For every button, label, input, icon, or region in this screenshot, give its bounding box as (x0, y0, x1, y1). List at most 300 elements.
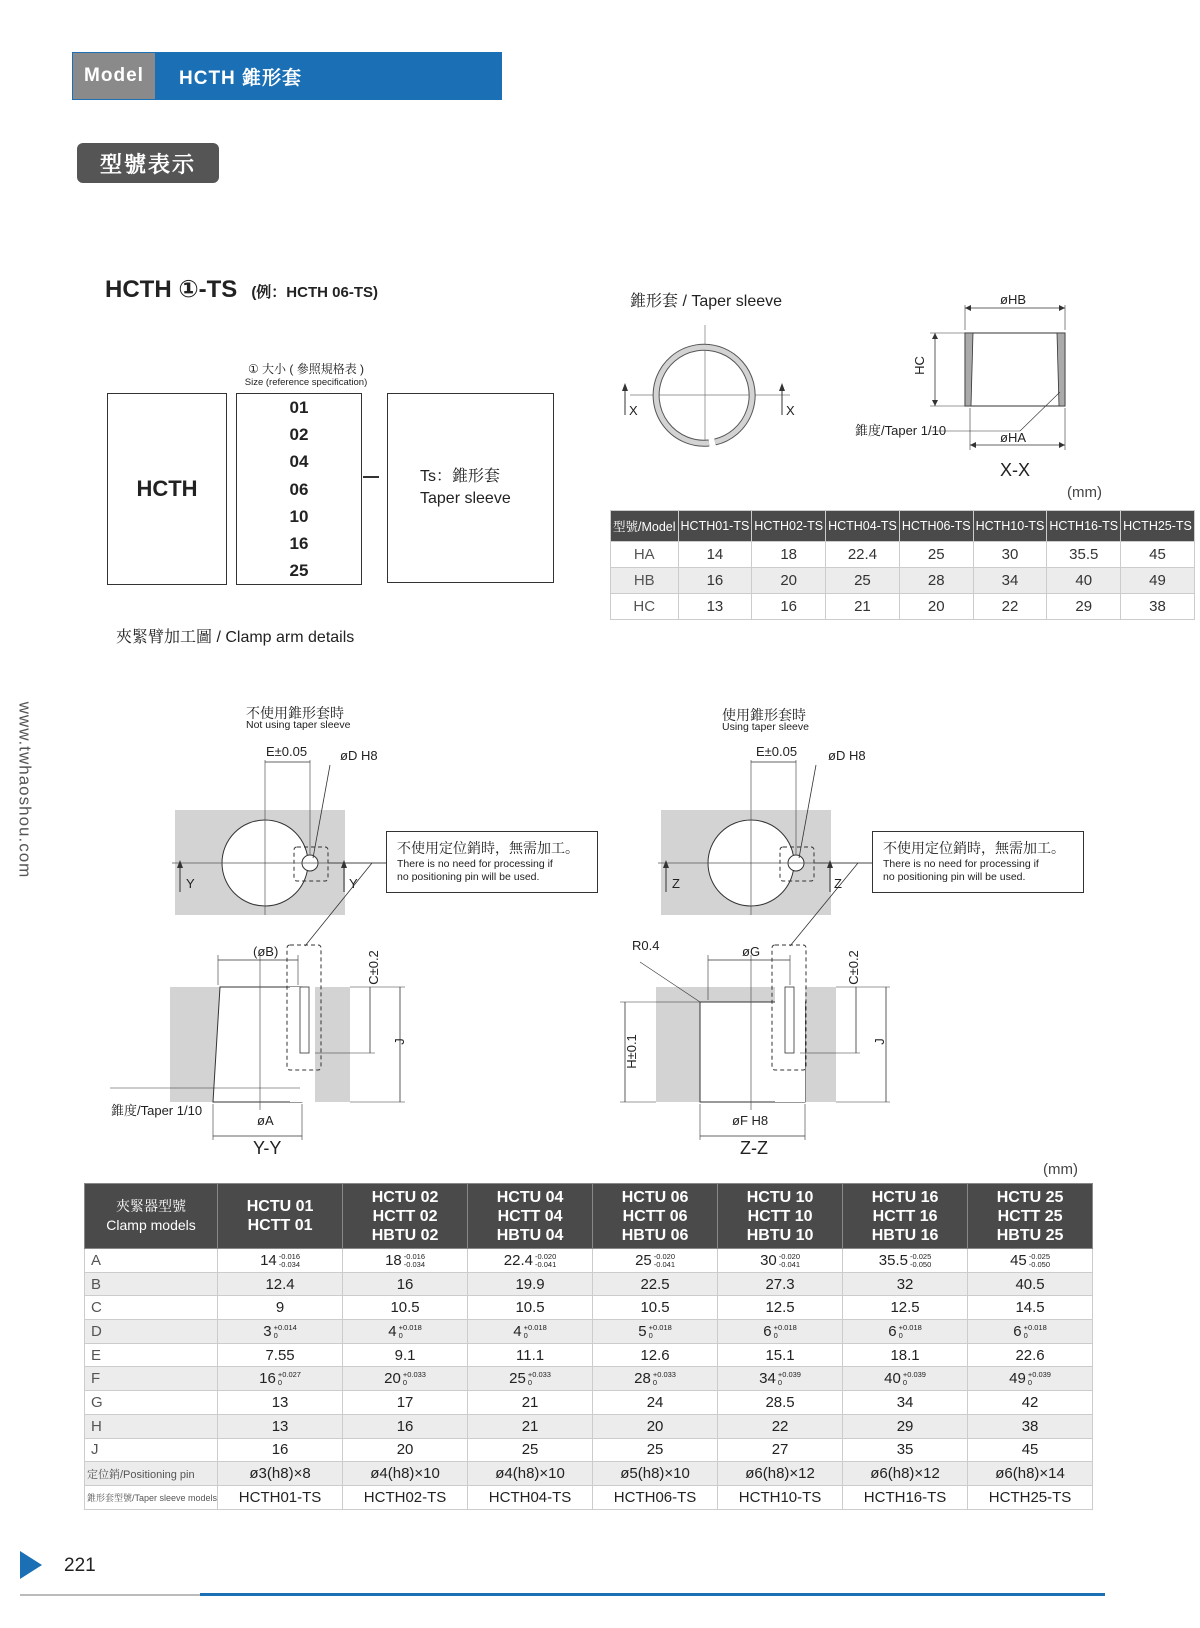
table-cell (343, 1485, 468, 1509)
tolerance (404, 1253, 425, 1269)
table-cell (718, 1414, 843, 1438)
tolerance-upper: +0.018 (648, 1322, 672, 1332)
left-dim-j: J (391, 1038, 407, 1045)
table-cell: HA (611, 542, 679, 568)
table-cell (343, 1343, 468, 1367)
table-row (85, 1462, 1093, 1486)
table-row (85, 1367, 1093, 1391)
table-cell (593, 1343, 718, 1367)
size-label (226, 360, 386, 388)
table-cell (843, 1438, 968, 1462)
table-cell (843, 1485, 968, 1509)
table-cell (468, 1296, 593, 1320)
table-header-cell: HCTH02-TS (752, 511, 826, 542)
side-url-text: www.twhaoshou.com (15, 701, 34, 879)
tolerance-lower: -0.041 (653, 1259, 676, 1269)
table-cell (343, 1462, 468, 1486)
table-cell: 22.4 (826, 542, 900, 568)
table-cell (718, 1367, 843, 1391)
table-cell (218, 1414, 343, 1438)
table-cell (718, 1320, 843, 1344)
table-cell (218, 1343, 343, 1367)
table-cell (718, 1438, 843, 1462)
table-cell (218, 1367, 343, 1391)
spec-col-header (843, 1184, 968, 1249)
tolerance (654, 1253, 675, 1269)
table-cell (593, 1438, 718, 1462)
table-cell (593, 1367, 718, 1391)
table-cell (343, 1296, 468, 1320)
cell-value: 14.5 (1015, 1299, 1045, 1317)
col-model: HCTT 06 (622, 1207, 688, 1225)
table-row (85, 1249, 1093, 1273)
col-model: HCTU 16 (871, 1188, 939, 1206)
table-cell (218, 1438, 343, 1462)
cell-value: 4 (513, 1322, 522, 1340)
cell-value: 14 (260, 1251, 277, 1269)
cell-value: 22.4 (503, 1251, 533, 1269)
tolerance-upper: +0.014 (273, 1322, 297, 1332)
table-cell: 16 (678, 568, 752, 594)
table-cell: 35.5 (1047, 542, 1121, 568)
tolerance-upper: +0.018 (773, 1322, 797, 1332)
taper-sleeve-ring-drawing (610, 315, 810, 455)
table-cell (843, 1367, 968, 1391)
spec-col-header (468, 1184, 593, 1249)
col-model: HCTU 04 (496, 1188, 564, 1206)
cell-value: 21 (521, 1393, 539, 1411)
tolerance-lower: 0 (527, 1378, 532, 1388)
size-option: 25 (289, 561, 309, 581)
page-header (72, 52, 502, 100)
cell-value: 6 (888, 1322, 897, 1340)
table-cell (843, 1343, 968, 1367)
tolerance-lower: 0 (402, 1378, 407, 1388)
tolerance-lower: 0 (652, 1378, 657, 1388)
tolerance-lower: 0 (1023, 1330, 1028, 1340)
cell-value: 16 (259, 1370, 276, 1388)
cell-value: 38 (1021, 1417, 1039, 1435)
table-cell (968, 1272, 1093, 1296)
cell-value: 18 (385, 1251, 402, 1269)
tolerance-upper: +0.039 (777, 1370, 801, 1380)
table-row (85, 1438, 1093, 1462)
cell-value: 12.4 (265, 1275, 295, 1293)
cell-value: 28.5 (765, 1393, 795, 1411)
table-cell (218, 1272, 343, 1296)
table-cell: 40 (1047, 568, 1121, 594)
page-number: 221 (64, 1555, 96, 1576)
table-cell (718, 1391, 843, 1415)
table-header-cell: HCTH01-TS (678, 511, 752, 542)
cell-value: 12.5 (765, 1299, 795, 1317)
table-cell (968, 1391, 1093, 1415)
tolerance-upper: +0.027 (277, 1370, 301, 1380)
table-cell (218, 1462, 343, 1486)
cell-value: HCTH06-TS (613, 1488, 697, 1506)
taper-sleeve-table (610, 510, 1195, 620)
section-xx-label: X-X (1000, 460, 1031, 480)
table-cell (843, 1272, 968, 1296)
cell-value: ø6(h8)×12 (745, 1465, 815, 1483)
left-dim-b: (øB) (253, 944, 279, 959)
cell-value: ø3(h8)×8 (249, 1465, 311, 1483)
left-drawing-title-zh: 不使用錐形套時 (246, 705, 344, 721)
footer-line-gray (20, 1594, 200, 1596)
table-cell (468, 1367, 593, 1391)
table-cell (218, 1485, 343, 1509)
table-cell (593, 1320, 718, 1344)
cell-value: 6 (1013, 1322, 1022, 1340)
table-cell (593, 1296, 718, 1320)
cell-value: ø5(h8)×10 (620, 1465, 690, 1483)
table-cell: 45 (1121, 542, 1195, 568)
cell-value: ø4(h8)×10 (495, 1465, 565, 1483)
table-row (85, 1414, 1093, 1438)
table-header-cell: HCTH10-TS (973, 511, 1047, 542)
cell-value: 13 (271, 1393, 289, 1411)
cell-value: ø6(h8)×14 (995, 1465, 1065, 1483)
spec-header-label (85, 1184, 218, 1249)
cell-value: HCTH10-TS (738, 1488, 822, 1506)
tolerance (1028, 1371, 1051, 1387)
right-dim-j: J (871, 1038, 887, 1045)
spec-header-row (85, 1184, 1093, 1249)
table-row (85, 1296, 1093, 1320)
row-label: B (85, 1272, 218, 1296)
dim-hc: HC (911, 356, 927, 375)
right-section-z1: Z (672, 876, 680, 891)
footer-line-blue (200, 1593, 1105, 1596)
model-code (105, 275, 378, 304)
tolerance-lower: -0.041 (535, 1259, 557, 1269)
table-cell (968, 1367, 1093, 1391)
cell-value: 21 (521, 1417, 539, 1435)
table-cell (468, 1485, 593, 1509)
cell-value: 30 (760, 1251, 777, 1269)
row-label: A (85, 1249, 218, 1273)
table-cell: 20 (899, 594, 973, 620)
cell-value: 6 (763, 1322, 772, 1340)
spec-header-zh: 夾緊器型號 (116, 1198, 187, 1214)
cell-value: 40.5 (1015, 1275, 1045, 1293)
table-cell: HB (611, 568, 679, 594)
table-cell: 13 (678, 594, 752, 620)
tolerance-upper: -0.020 (535, 1251, 557, 1261)
table-cell (968, 1485, 1093, 1509)
tolerance-upper: -0.016 (403, 1251, 426, 1261)
table-cell: 25 (826, 568, 900, 594)
tolerance (403, 1371, 426, 1387)
table-cell (968, 1249, 1093, 1273)
tolerance-lower: 0 (273, 1330, 278, 1340)
tolerance (910, 1253, 931, 1269)
tolerance-upper: +0.039 (1027, 1370, 1051, 1380)
left-note-en1: There is no need for processing if (397, 858, 553, 870)
table-cell: 29 (1047, 594, 1121, 620)
prefix-box: HCTH (107, 393, 227, 585)
cell-value: 16 (396, 1275, 414, 1293)
cell-value: 9 (275, 1299, 285, 1317)
table-cell (718, 1272, 843, 1296)
tolerance-lower: 0 (523, 1330, 528, 1340)
tolerance (528, 1371, 551, 1387)
tolerance-upper: +0.033 (402, 1370, 426, 1380)
cell-value: 22.6 (1015, 1346, 1045, 1364)
table-cell (968, 1296, 1093, 1320)
tolerance-lower: -0.050 (910, 1259, 932, 1269)
section-yy-label: Y-Y (253, 1138, 282, 1158)
table-cell (343, 1438, 468, 1462)
col-model: HCTU 01 (246, 1198, 314, 1215)
cell-value: 7.55 (265, 1346, 295, 1364)
table-cell (843, 1391, 968, 1415)
page-title: HCTH 錐形套 (155, 53, 501, 99)
table-cell (468, 1249, 593, 1273)
tolerance (274, 1324, 297, 1340)
size-label-zh: ① 大小 ( 參照規格表 ) (247, 362, 365, 376)
right-note-en2: no positioning pin will be used. (883, 871, 1026, 883)
right-dim-g: øG (742, 944, 761, 959)
cell-value: 15.1 (765, 1346, 795, 1364)
col-model: HBTU 04 (496, 1226, 564, 1244)
table-cell: 21 (826, 594, 900, 620)
table-cell (843, 1414, 968, 1438)
col-model: HBTU 25 (996, 1226, 1064, 1244)
cell-value: 16 (396, 1417, 414, 1435)
left-section-y2: Y (349, 876, 358, 891)
right-section-z2: Z (834, 876, 842, 891)
separator-dash (363, 476, 379, 478)
row-label: 錐形套型號/Taper sleeve models (85, 1485, 218, 1509)
section-zz-label: Z-Z (740, 1138, 768, 1158)
table-cell (593, 1249, 718, 1273)
spec-col-header (218, 1184, 343, 1249)
size-option: 01 (289, 398, 309, 417)
table-cell: 22 (973, 594, 1047, 620)
cell-value: 40 (884, 1370, 901, 1388)
tolerance-upper: +0.033 (527, 1370, 551, 1380)
left-dim-a: øA (257, 1113, 274, 1128)
left-note-zh: 不使用定位銷時，無需加工。 (397, 840, 579, 856)
tolerance (1029, 1253, 1050, 1269)
cell-value: 28 (634, 1370, 651, 1388)
table-cell (843, 1462, 968, 1486)
spec-table-unit: (mm) (1043, 1161, 1078, 1178)
left-dim-c: C±0.2 (365, 950, 381, 985)
cell-value: 11.1 (516, 1346, 545, 1364)
table-header-cell: HCTH25-TS (1121, 511, 1195, 542)
right-note-box (872, 831, 1084, 893)
tolerance (278, 1371, 301, 1387)
table-cell (343, 1272, 468, 1296)
table-cell (468, 1343, 593, 1367)
cell-value: ø6(h8)×12 (870, 1465, 940, 1483)
left-taper-label: 錐度/Taper 1/10 (111, 1103, 203, 1118)
col-model: HBTU 16 (871, 1226, 939, 1244)
left-dim-d: øD H8 (340, 748, 378, 763)
col-model: HCTU 25 (996, 1188, 1064, 1206)
table-cell (968, 1438, 1093, 1462)
cell-value: 12.5 (890, 1299, 920, 1317)
tolerance (279, 1253, 300, 1269)
table-cell (593, 1462, 718, 1486)
table-cell: 49 (1121, 568, 1195, 594)
tolerance-upper: +0.018 (398, 1322, 422, 1332)
row-label: G (85, 1391, 218, 1415)
size-box (236, 393, 362, 585)
cell-value: 45 (1010, 1251, 1027, 1269)
tolerance (524, 1324, 547, 1340)
tolerance-upper: +0.018 (898, 1322, 922, 1332)
cell-value: 34 (896, 1393, 914, 1411)
table-row (85, 1391, 1093, 1415)
cell-value: 27 (771, 1441, 789, 1459)
table-cell (718, 1343, 843, 1367)
size-label-en: Size (reference specification) (244, 377, 368, 388)
tolerance-lower: -0.041 (778, 1259, 801, 1269)
tolerance-upper: -0.025 (1028, 1251, 1051, 1261)
cell-value: 19.9 (515, 1275, 545, 1293)
page-arrow-icon (20, 1551, 42, 1579)
size-option: 04 (289, 452, 309, 472)
right-dim-e: E±0.05 (756, 744, 798, 759)
cell-value: HCTH02-TS (363, 1488, 447, 1506)
cell-value: 24 (646, 1393, 664, 1411)
tolerance (774, 1324, 797, 1340)
cell-value: 25 (646, 1441, 664, 1459)
left-clamp-arm-drawing (110, 740, 430, 1140)
section-x-right: X (786, 403, 795, 418)
row-label: J (85, 1438, 218, 1462)
tolerance-upper: +0.018 (1023, 1322, 1047, 1332)
right-drawing-title-en: Using taper sleeve (722, 721, 809, 733)
cell-value: HCTH04-TS (488, 1488, 572, 1506)
cell-value: HCTH01-TS (238, 1488, 322, 1506)
table-cell (218, 1249, 343, 1273)
suffix-zh: Ts：錐形套 (420, 468, 501, 485)
table-cell: 28 (899, 568, 973, 594)
tolerance (899, 1324, 922, 1340)
cell-value: HCTH25-TS (988, 1488, 1072, 1506)
col-model: HCTT 16 (872, 1207, 938, 1225)
table-header-row (611, 511, 1195, 542)
table-cell (343, 1414, 468, 1438)
model-label: Model (73, 53, 155, 99)
cell-value: 49 (1009, 1370, 1026, 1388)
table-cell (718, 1485, 843, 1509)
table-row (85, 1320, 1093, 1344)
table-cell (718, 1462, 843, 1486)
cell-value: 10.5 (640, 1299, 670, 1317)
row-label: D (85, 1320, 218, 1344)
table-cell (593, 1391, 718, 1415)
table-row (85, 1343, 1093, 1367)
row-label: C (85, 1296, 218, 1320)
spec-header-en: Clamp models (106, 1217, 196, 1233)
cell-value: 45 (1021, 1441, 1039, 1459)
left-section-y1: Y (186, 876, 195, 891)
cell-value: 29 (896, 1417, 914, 1435)
section-title: 型號表示 (77, 143, 219, 183)
spec-col-header (968, 1184, 1093, 1249)
table-cell (468, 1320, 593, 1344)
cell-value: 34 (759, 1370, 776, 1388)
cell-value: 42 (1021, 1393, 1039, 1411)
cell-value: ø4(h8)×10 (370, 1465, 440, 1483)
col-model: HCTT 25 (997, 1207, 1063, 1225)
spec-col-header (593, 1184, 718, 1249)
tolerance-lower: 0 (898, 1330, 903, 1340)
section-x-left: X (629, 403, 638, 418)
tolerance-lower: 0 (398, 1330, 403, 1340)
tolerance-upper: -0.016 (278, 1251, 301, 1261)
tolerance (903, 1371, 926, 1387)
col-model: HCTU 10 (746, 1188, 814, 1206)
side-url (4, 680, 44, 900)
table-header-cell: 型號/Model (611, 511, 679, 542)
table-header-cell: HCTH06-TS (899, 511, 973, 542)
tolerance-lower: 0 (902, 1378, 907, 1388)
taper-table-unit: (mm) (1067, 484, 1102, 501)
table-cell: 25 (899, 542, 973, 568)
table-cell (468, 1462, 593, 1486)
cell-value: 27.3 (765, 1275, 795, 1293)
table-cell (343, 1320, 468, 1344)
cell-value: 16 (271, 1441, 289, 1459)
table-cell (593, 1414, 718, 1438)
cell-value: 5 (638, 1322, 647, 1340)
table-cell (968, 1343, 1093, 1367)
table-cell: 18 (752, 542, 826, 568)
row-label: H (85, 1414, 218, 1438)
cell-value: 10.5 (515, 1299, 545, 1317)
tolerance (778, 1371, 801, 1387)
tolerance-upper: -0.020 (778, 1251, 801, 1261)
table-cell (468, 1391, 593, 1415)
cell-value: 20 (384, 1370, 401, 1388)
model-code-text: HCTH ①-TS (105, 276, 238, 303)
size-option: 16 (289, 533, 309, 553)
tolerance-lower: -0.034 (278, 1259, 301, 1269)
taper-ratio-label: 錐度/Taper 1/10 (855, 423, 947, 438)
tolerance-lower: 0 (277, 1378, 282, 1388)
cell-value: 25 (521, 1441, 539, 1459)
tolerance-lower: 0 (777, 1378, 782, 1388)
table-cell: 14 (678, 542, 752, 568)
table-row (611, 542, 1195, 568)
cell-value: 32 (896, 1275, 914, 1293)
table-cell (468, 1438, 593, 1462)
table-cell (718, 1296, 843, 1320)
tolerance-upper: +0.018 (523, 1322, 547, 1332)
cell-value: 10.5 (390, 1299, 420, 1317)
tolerance-lower: -0.050 (1028, 1259, 1051, 1269)
table-cell: 30 (973, 542, 1047, 568)
col-model: HBTU 10 (746, 1226, 814, 1244)
table-cell (218, 1296, 343, 1320)
tolerance-lower: 0 (1027, 1378, 1032, 1388)
left-drawing-title-en: Not using taper sleeve (246, 719, 351, 731)
tolerance-lower: 0 (648, 1330, 653, 1340)
tolerance (653, 1371, 676, 1387)
tolerance (649, 1324, 672, 1340)
table-cell (718, 1249, 843, 1273)
right-dim-f: øF H8 (732, 1113, 769, 1128)
cell-value: 3 (263, 1322, 272, 1340)
table-cell: 16 (752, 594, 826, 620)
table-cell: HC (611, 594, 679, 620)
